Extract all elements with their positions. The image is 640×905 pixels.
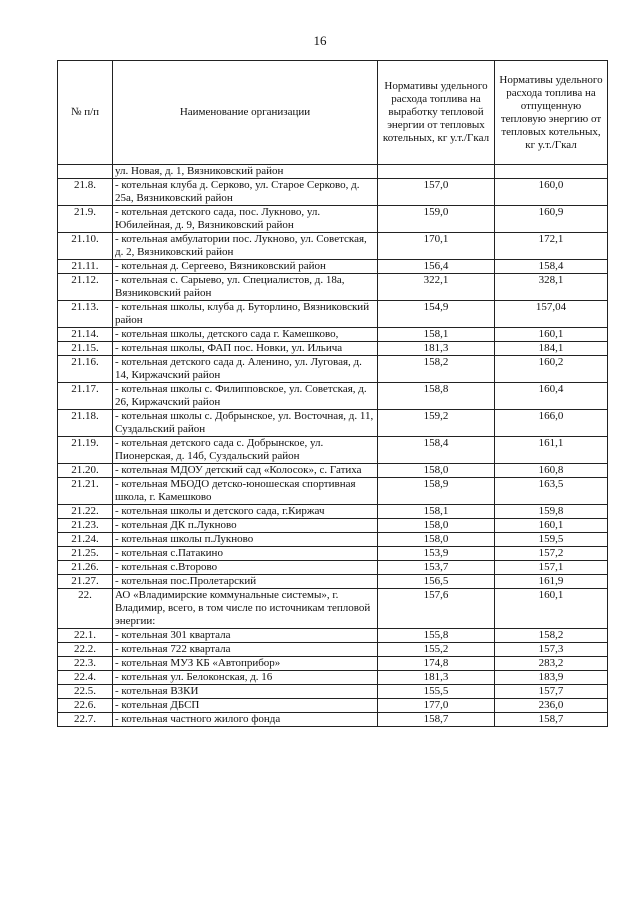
cell-norm-supplied: 158,7 [495, 713, 608, 727]
cell-number: 21.24. [58, 533, 113, 547]
cell-norm-supplied: 159,8 [495, 505, 608, 519]
table-row [58, 561, 608, 575]
cell-norm-supplied: 163,5 [495, 478, 608, 505]
cell-norm-supplied: 158,2 [495, 629, 608, 643]
cell-organization: - котельная школы с. Добрынское, ул. Восточная, д. 11, Суздальский район [113, 410, 378, 437]
cell-norm-supplied: 161,1 [495, 437, 608, 464]
cell-norm-supplied: 172,1 [495, 233, 608, 260]
cell-norm-generation: 158,1 [378, 505, 495, 519]
cell-number: 21.8. [58, 179, 113, 206]
table-row [58, 274, 608, 301]
cell-norm-supplied: 160,1 [495, 519, 608, 533]
cell-organization: - котельная школы с. Филипповское, ул. Советская, д. 26, Киржачский район [113, 383, 378, 410]
cell-organization: - котельная ДК п.Лукново [113, 519, 378, 533]
cell-number: 21.13. [58, 301, 113, 328]
cell-number: 21.19. [58, 437, 113, 464]
cell-number: 21.22. [58, 505, 113, 519]
table-row [58, 547, 608, 561]
cell-norm-generation: 153,9 [378, 547, 495, 561]
cell-number: 22.4. [58, 671, 113, 685]
cell-norm-generation: 158,7 [378, 713, 495, 727]
cell-number: 21.14. [58, 328, 113, 342]
cell-organization: - котельная школы, детского сада г. Камешково, [113, 328, 378, 342]
cell-norm-supplied: 160,9 [495, 206, 608, 233]
cell-number: 22.5. [58, 685, 113, 699]
cell-norm-generation: 154,9 [378, 301, 495, 328]
header-organization: Наименование организации [113, 61, 378, 165]
table-row [58, 713, 608, 727]
cell-norm-generation: 158,0 [378, 464, 495, 478]
cell-number: 21.18. [58, 410, 113, 437]
cell-number: 21.17. [58, 383, 113, 410]
table-row [58, 519, 608, 533]
table-row [58, 342, 608, 356]
cell-norm-generation: 158,0 [378, 519, 495, 533]
cell-organization: - котельная детского сада, пос. Лукново, ул. Юбилейная, д. 9, Вязниковский район [113, 206, 378, 233]
cell-organization: - котельная пос.Пролетарский [113, 575, 378, 589]
cell-organization: - котельная школы и детского сада, г.Киржач [113, 505, 378, 519]
header-number: № п/п [58, 61, 113, 165]
cell-organization: - котельная частного жилого фонда [113, 713, 378, 727]
table-row [58, 383, 608, 410]
cell-norm-generation [378, 165, 495, 179]
cell-norm-supplied: 159,5 [495, 533, 608, 547]
cell-norm-supplied: 160,1 [495, 328, 608, 342]
cell-number: 21.16. [58, 356, 113, 383]
cell-norm-generation: 159,0 [378, 206, 495, 233]
cell-organization: - котельная детского сада с. Добрынское, ул. Пионерская, д. 14б, Суздальский район [113, 437, 378, 464]
cell-number: 22. [58, 589, 113, 629]
cell-number: 22.2. [58, 643, 113, 657]
table-row [58, 478, 608, 505]
table-row [58, 629, 608, 643]
cell-norm-supplied: 161,9 [495, 575, 608, 589]
table-row [58, 671, 608, 685]
cell-norm-generation: 155,8 [378, 629, 495, 643]
cell-number: 22.6. [58, 699, 113, 713]
header-norm-generation: Нормативы удельного расхода топлива на выработку тепловой энергии от тепловых котельных, кг у.т./Гкал [378, 61, 495, 165]
cell-number: 21.9. [58, 206, 113, 233]
cell-norm-supplied: 160,4 [495, 383, 608, 410]
cell-organization: - котельная МДОУ детский сад «Колосок», с. Гатиха [113, 464, 378, 478]
cell-norm-generation: 155,5 [378, 685, 495, 699]
table-row [58, 589, 608, 629]
table-row [58, 657, 608, 671]
table-row [58, 179, 608, 206]
cell-norm-generation: 158,8 [378, 383, 495, 410]
cell-norm-generation: 153,7 [378, 561, 495, 575]
cell-norm-generation: 157,6 [378, 589, 495, 629]
cell-number [58, 165, 113, 179]
cell-organization: - котельная ДБСП [113, 699, 378, 713]
cell-number: 22.7. [58, 713, 113, 727]
cell-organization: - котельная МУЗ КБ «Автоприбор» [113, 657, 378, 671]
cell-number: 21.26. [58, 561, 113, 575]
cell-norm-generation: 177,0 [378, 699, 495, 713]
cell-norm-supplied: 160,1 [495, 589, 608, 629]
cell-number: 21.11. [58, 260, 113, 274]
table-row [58, 301, 608, 328]
fuel-norms-table [57, 60, 608, 727]
cell-norm-supplied: 184,1 [495, 342, 608, 356]
table-row [58, 410, 608, 437]
cell-norm-supplied: 157,2 [495, 547, 608, 561]
table-row [58, 643, 608, 657]
table-row [58, 233, 608, 260]
table-row [58, 533, 608, 547]
cell-norm-generation: 156,4 [378, 260, 495, 274]
cell-organization: - котельная клуба д. Серково, ул. Старое Серково, д. 25а, Вязниковский район [113, 179, 378, 206]
cell-norm-generation: 156,5 [378, 575, 495, 589]
table-row [58, 505, 608, 519]
cell-organization: - котельная д. Сергеево, Вязниковский район [113, 260, 378, 274]
cell-number: 21.15. [58, 342, 113, 356]
cell-norm-supplied: 157,7 [495, 685, 608, 699]
cell-norm-generation: 158,1 [378, 328, 495, 342]
table-row [58, 575, 608, 589]
cell-number: 21.12. [58, 274, 113, 301]
cell-norm-supplied: 157,3 [495, 643, 608, 657]
cell-norm-supplied: 157,04 [495, 301, 608, 328]
cell-norm-generation: 158,9 [378, 478, 495, 505]
cell-norm-generation: 174,8 [378, 657, 495, 671]
cell-number: 21.25. [58, 547, 113, 561]
cell-norm-generation: 322,1 [378, 274, 495, 301]
cell-norm-supplied: 158,4 [495, 260, 608, 274]
cell-number: 21.27. [58, 575, 113, 589]
cell-organization: - котельная МБОДО детско-юношеская спортивная школа, г. Камешково [113, 478, 378, 505]
cell-norm-supplied: 236,0 [495, 699, 608, 713]
cell-number: 21.21. [58, 478, 113, 505]
cell-organization: - котельная амбулатории пос. Лукново, ул. Советская, д. 2, Вязниковский район [113, 233, 378, 260]
cell-organization: - котельная ул. Белоконская, д. 16 [113, 671, 378, 685]
table-row [58, 699, 608, 713]
cell-number: 22.3. [58, 657, 113, 671]
cell-norm-supplied: 157,1 [495, 561, 608, 575]
cell-number: 22.1. [58, 629, 113, 643]
cell-norm-supplied: 160,2 [495, 356, 608, 383]
cell-organization: АО «Владимирские коммунальные системы», г. Владимир, всего, в том числе по источникам тепловой энергии: [113, 589, 378, 629]
cell-organization: - котельная детского сада д. Аленино, ул. Луговая, д. 14, Киржачский район [113, 356, 378, 383]
cell-norm-generation: 181,3 [378, 342, 495, 356]
cell-norm-generation: 157,0 [378, 179, 495, 206]
cell-organization: - котельная 722 квартала [113, 643, 378, 657]
cell-norm-generation: 158,4 [378, 437, 495, 464]
table-row [58, 685, 608, 699]
cell-organization: - котельная с.Второво [113, 561, 378, 575]
cell-number: 21.23. [58, 519, 113, 533]
cell-organization: - котельная 301 квартала [113, 629, 378, 643]
cell-number: 21.20. [58, 464, 113, 478]
table-row [58, 165, 608, 179]
cell-norm-generation: 155,2 [378, 643, 495, 657]
cell-norm-generation: 159,2 [378, 410, 495, 437]
cell-organization: - котельная школы п.Лукново [113, 533, 378, 547]
cell-norm-supplied: 166,0 [495, 410, 608, 437]
cell-norm-generation: 158,2 [378, 356, 495, 383]
cell-number: 21.10. [58, 233, 113, 260]
cell-organization: - котельная школы, клуба д. Буторлино, Вязниковский район [113, 301, 378, 328]
cell-norm-supplied: 160,0 [495, 179, 608, 206]
cell-organization: - котельная ВЗКИ [113, 685, 378, 699]
cell-organization: - котельная с.Патакино [113, 547, 378, 561]
cell-norm-generation: 181,3 [378, 671, 495, 685]
cell-norm-supplied [495, 165, 608, 179]
table-row [58, 464, 608, 478]
cell-norm-supplied: 328,1 [495, 274, 608, 301]
header-norm-supplied: Нормативы удельного расхода топлива на отпущенную тепловую энергию от тепловых котельных, кг у.т./Гкал [495, 61, 608, 165]
cell-norm-supplied: 160,8 [495, 464, 608, 478]
table-row [58, 206, 608, 233]
table-row [58, 328, 608, 342]
cell-norm-supplied: 183,9 [495, 671, 608, 685]
cell-norm-generation: 170,1 [378, 233, 495, 260]
cell-organization: - котельная школы, ФАП пос. Новки, ул. Ильича [113, 342, 378, 356]
table-row [58, 356, 608, 383]
page-number: 16 [313, 33, 327, 48]
cell-organization: ул. Новая, д. 1, Вязниковский район [113, 165, 378, 179]
table-row [58, 260, 608, 274]
cell-norm-generation: 158,0 [378, 533, 495, 547]
cell-norm-supplied: 283,2 [495, 657, 608, 671]
cell-organization: - котельная с. Сарыево, ул. Специалистов, д. 18а, Вязниковский район [113, 274, 378, 301]
table-row [58, 437, 608, 464]
